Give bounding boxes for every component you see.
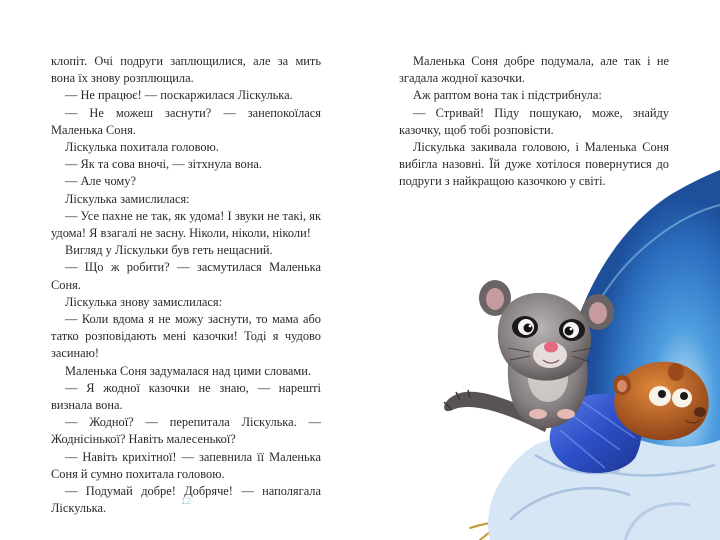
paragraph: — Навіть крихітної! — запевнила її Маленька Соня й сумно похитала головою. — [51, 449, 321, 481]
paragraph: — Як та сова вночі, — зітхнула вона. — [65, 157, 262, 172]
gray-dormouse-eye — [565, 327, 574, 336]
paragraph: Аж раптом вона так і підстрибнула: — [413, 88, 602, 103]
page-number: 12 — [181, 496, 192, 506]
gray-dormouse-paw — [557, 409, 575, 419]
paragraph: Вигляд у Ліскульки був геть нещасний. — [65, 243, 273, 258]
paragraph: — Жодної? — перепитала Ліскулька. — Жоднісінької? Навіть малесенької? — [51, 415, 321, 447]
right-page — [360, 0, 720, 540]
paragraph: Ліскулька знову замислилася: — [65, 294, 223, 309]
paragraph: — Стривай! Піду пошукаю, може, знайду казочку, щоб тобі розповісти. — [399, 105, 669, 137]
paragraph: — Коли вдома я не можу заснути, то мама або татко розповідають мені казочки! Тоді я чудово засинаю! — [51, 312, 321, 361]
paragraph: — Не можеш заснути? — занепокоїлася Маленька Соня. — [51, 105, 321, 137]
paragraph: — Не працює! — поскаржилася Ліскулька. — [65, 88, 293, 103]
paragraph: Ліскулька замислилася: — [65, 191, 190, 206]
gray-dormouse-eye — [524, 324, 533, 333]
paragraph: Маленька Соня задумалася над цими словами. — [65, 363, 311, 378]
paragraph: — Подумай добре! Добряче! — наполягала Ліскулька. — [51, 484, 321, 516]
paragraph: — Усе пахне не так, як удома! І звуки не такі, як удома! Я взагалі не засну. Ніколи, ніколи, ніколи! — [51, 208, 321, 241]
gray-dormouse-paw — [529, 409, 547, 419]
paragraph: клопіт. Очі подруги заплющилися, але за мить вона їх знову розплющила. — [51, 54, 321, 86]
paragraph: Маленька Соня добре подумала, але так і не згадала жодної казочки. — [399, 54, 669, 86]
paragraph: Ліскулька похитала головою. — [65, 140, 219, 155]
gray-dormouse-nose — [544, 342, 558, 353]
brown-dormouse-eye — [680, 392, 688, 400]
right-page-text — [399, 53, 669, 191]
brown-dormouse-eye — [658, 390, 666, 398]
brown-dormouse-nose — [694, 407, 706, 417]
paragraph: — Що ж робити? — засмутилася Маленька Соня. — [51, 260, 321, 292]
paragraph: — Але чому? — [65, 174, 136, 189]
paragraph: Ліскулька закивала головою, і Маленька Соня вибігла назовні. Їй дуже хотілося повернутися до подруги з найкращою казочкою у світі. — [399, 140, 669, 189]
left-page-text — [51, 53, 321, 517]
paragraph: — Я жодної казочки не знаю, — нарешті визнала вона. — [51, 380, 321, 413]
